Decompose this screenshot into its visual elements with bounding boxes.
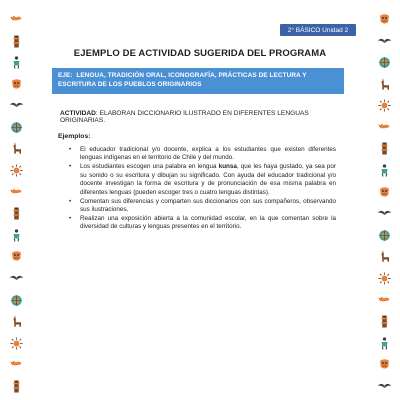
list-item: • El educador tradicional y/o docente, explica a los estudiantes que existen diferentes lenguas indígenas en el territorio de Chile y del mundo.: [69, 146, 336, 162]
eje-text: LENGUA, TRADICIÓN ORAL, ICONOGRAFÍA, PRÁCTICAS DE LECTURA Y ESCRITURA DE LOS PUEBLOS ORIGINARIOS: [58, 72, 307, 88]
condor-icon: [377, 379, 392, 394]
mask-icon: [9, 249, 24, 264]
sun-icon: [377, 98, 392, 113]
actividad-line: [60, 110, 350, 124]
totem-icon: [9, 379, 24, 394]
sun-icon: [9, 163, 24, 178]
llama-icon: [377, 77, 392, 92]
figure-icon: [377, 336, 392, 351]
list-item: • Realizan una exposición abierta a la comunidad escolar, en la que comentan sobre la diversidad de culturas y lenguas presentes en el territorio.: [69, 215, 336, 231]
condor-icon: [377, 34, 392, 49]
mask-icon: [377, 357, 392, 372]
figure-icon: [9, 228, 24, 243]
llama-icon: [9, 314, 24, 329]
totem-icon: [9, 34, 24, 49]
figure-icon: [377, 163, 392, 178]
bullet-icon: •: [69, 197, 72, 205]
actividad-label: ACTIVIDAD: [60, 110, 96, 117]
list-item: • Los estudiantes escogen una palabra en lengua kunsa, que les haya gustado, ya sea por su sonido o su escritura y dibujan su significado. Con ayuda del educador tradicional y/o docente investigan la forma de escritura y de pronunciación de esa misma palabra en diferentes lenguas (pueden escoger tres o cuatro lenguas distintas).: [69, 163, 336, 196]
list-item: • Comentan sus diferencias y comparten sus diccionarios con sus compañeros, observando sus ilustraciones.: [69, 197, 336, 214]
sun-icon: [377, 271, 392, 286]
fox-icon: [9, 357, 24, 372]
fox-icon: [9, 185, 24, 200]
llama-icon: [9, 141, 24, 156]
llama-icon: [377, 249, 392, 264]
ejemplos-list: [69, 146, 336, 232]
unit-tab: 2° BÁSICO Unidad 2: [280, 24, 356, 36]
bullet-icon: •: [69, 215, 72, 223]
right-decorative-border: [374, 12, 394, 394]
totem-icon: [377, 141, 392, 156]
fox-icon: [377, 293, 392, 308]
bullet-icon: •: [69, 163, 72, 171]
fox-icon: [9, 12, 24, 27]
mask-icon: [377, 12, 392, 27]
condor-icon: [9, 98, 24, 113]
eje-box: [52, 68, 344, 94]
mask-icon: [9, 77, 24, 92]
ejemplos-label: Ejemplos:: [58, 133, 91, 140]
drum-icon: [377, 228, 392, 243]
actividad-text: : ELABORAN DICCIONARIO ILUSTRADO EN DIFERENTES LENGUAS ORIGINARIAS.: [60, 110, 309, 124]
fox-icon: [377, 120, 392, 135]
condor-icon: [377, 206, 392, 221]
totem-icon: [9, 206, 24, 221]
eje-label: EJE:: [58, 72, 73, 79]
sun-icon: [9, 336, 24, 351]
condor-icon: [9, 271, 24, 286]
drum-icon: [9, 120, 24, 135]
left-decorative-border: [6, 12, 26, 394]
totem-icon: [377, 314, 392, 329]
mask-icon: [377, 185, 392, 200]
drum-icon: [9, 293, 24, 308]
page-title: EJEMPLO DE ACTIVIDAD SUGERIDA DEL PROGRAMA: [73, 48, 327, 59]
bullet-icon: •: [69, 146, 72, 153]
